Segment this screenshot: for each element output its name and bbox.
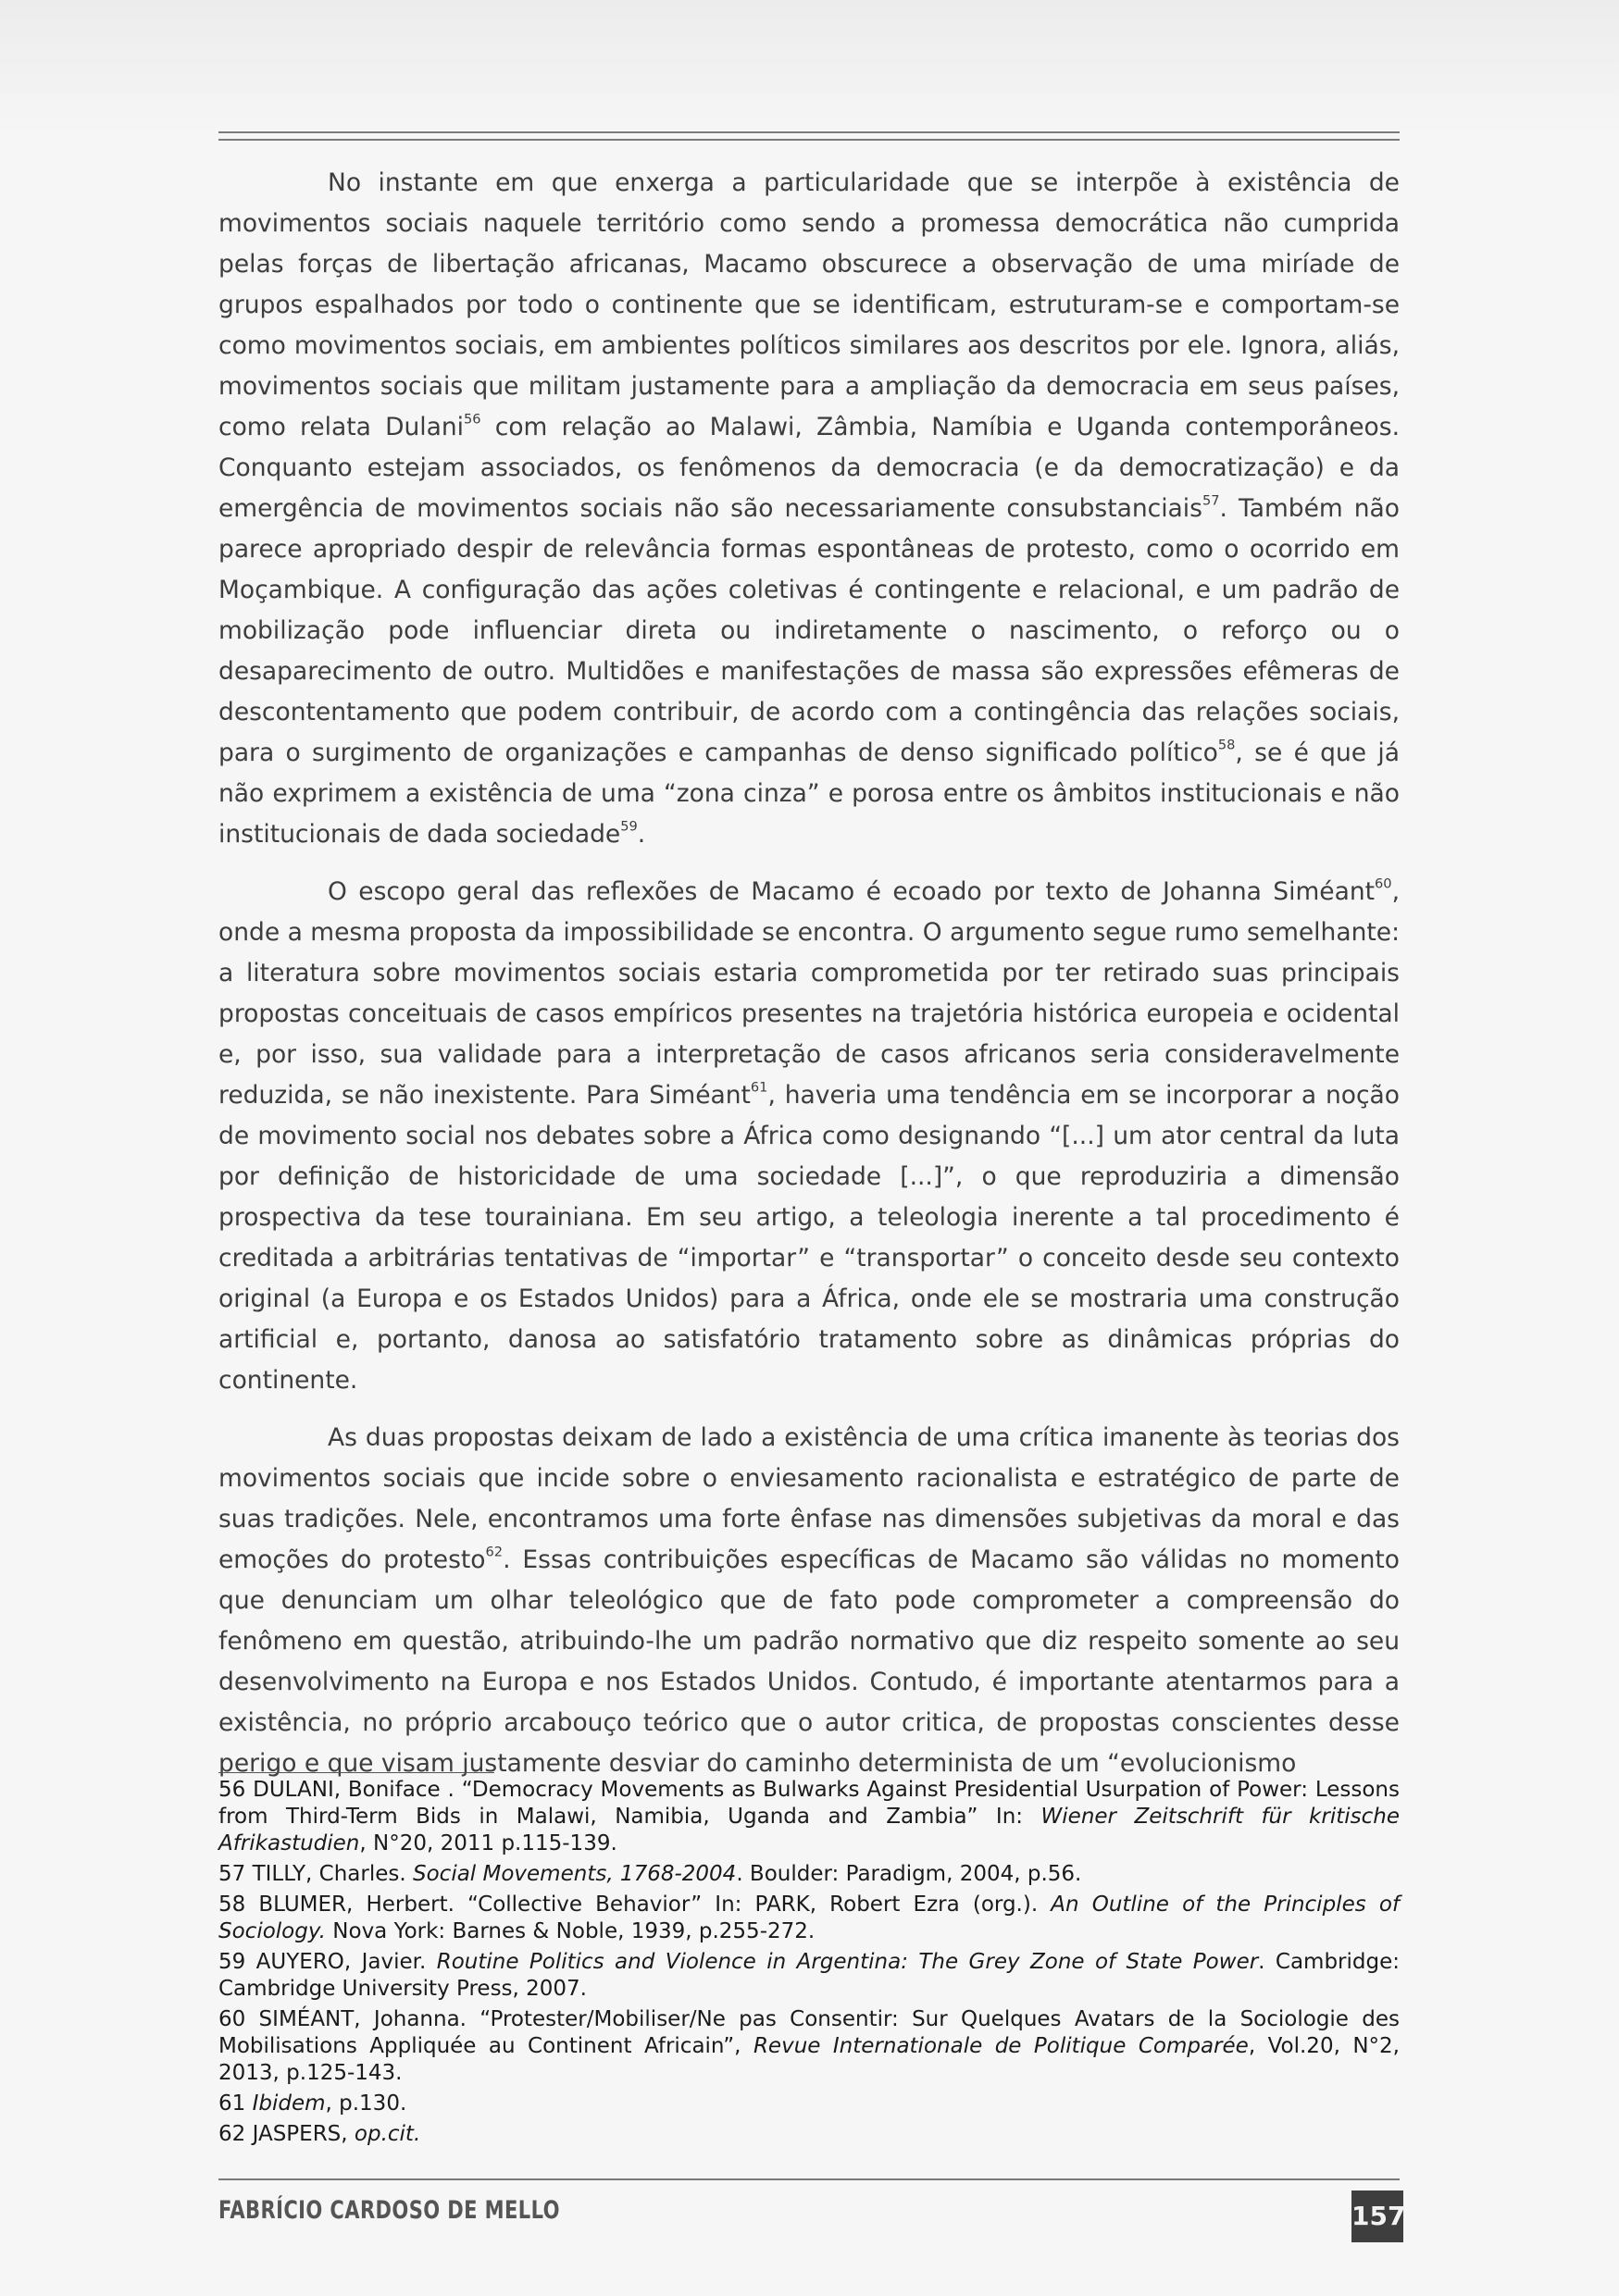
footnote-ref: 62	[485, 1544, 504, 1560]
body-text	[218, 163, 1400, 1801]
footnote: 56 DULANI, Boniface . “Democracy Movements as Bulwarks Against Presidential Usurpation of Power: Lessons from Third-Term Bids in Malawi, Namibia, Uganda and Zambia” In: Wiener Zeitschrift für kritische Afrikastudien, N°20, 2011 p.115-139.	[218, 1778, 1400, 1855]
footnote-ref: 59	[620, 818, 638, 835]
footer-author: FABRÍCIO CARDOSO DE MELLO	[218, 2196, 560, 2225]
italic-title: Revue Internationale de Politique Comparée	[753, 2034, 1249, 2058]
document-page	[218, 0, 1406, 2296]
footnotes	[218, 1777, 1400, 2152]
paragraph: No instante em que enxerga a particularidade que se interpõe à existência de movimentos sociais naquele território como sendo a promessa democrática não cumprida pelas forças de libertação africanas, Macamo obscurece a observação de uma miríade de grupos espalhados por todo o continente que se identificam, estruturam-se e comportam-se como movimentos sociais, em ambientes políticos similares aos descritos por ele. Ignora, aliás, movimentos sociais que militam justamente para a ampliação da democracia em seus países, como relata Dulani$^{56}$ com relação ao Malawi, Zâmbia, Namíbia e Uganda contemporâneos. Conquanto estejam associados, os fenômenos da democracia (e da democratização) e da emergência de movimentos sociais não são necessariamente consubstanciais$^{57}$. Também não parece apropriado despir de relevância formas espontâneas de protesto, como o ocorrido em Moçambique. A configuração das ações coletivas é contingente e relacional, e um padrão de mobilização pode influenciar direta ou indiretamente o nascimento, o reforço ou o desaparecimento de outro. Multidões e manifestações de massa são expressões efêmeras de descontentamento que podem contribuir, de acordo com a contingência das relações sociais, para o surgimento de organizações e campanhas de denso significado político$^{58}$, se é que já não exprimem a existência de uma “zona cinza” e porosa entre os âmbitos institucionais e não institucionais de dada sociedade$^{59}$.	[218, 168, 1401, 849]
footnote-ref: 61	[750, 1079, 768, 1096]
footnote: 57 TILLY, Charles. Social Movements, 1768-2004. Boulder: Paradigm, 2004, p.56.	[218, 1862, 1082, 1886]
footnote: 58 BLUMER, Herbert. “Collective Behavior” In: PARK, Robert Ezra (org.). An Outline of the Principles of Sociology. Nova York: Barnes & Noble, 1939, p.255-272.	[218, 1893, 1400, 1943]
italic-title: Routine Politics and Violence in Argentina: The Grey Zone of State Power	[436, 1950, 1259, 1974]
page-number: 157	[1351, 2191, 1403, 2242]
italic-title: op.cit.	[354, 2122, 421, 2146]
footnote: 61 Ibidem, p.130.	[218, 2091, 407, 2116]
footnote: 60 SIMÉANT, Johanna. “Protester/Mobiliser/Ne pas Consentir: Sur Quelques Avatars de la Sociologie des Mobilisations Appliquée au Continent Africain”, Revue Internationale de Politique Comparée, Vol.20, N°2, 2013, p.125-143.	[218, 2007, 1400, 2085]
italic-title: An Outline of the Principles of Sociology.	[218, 1893, 1400, 1943]
italic-title: Ibidem	[252, 2091, 326, 2116]
italic-title: Wiener Zeitschrift für kritische Afrikastudien	[218, 1805, 1400, 1855]
footnote-ref: 58	[1217, 737, 1236, 753]
paragraph: O escopo geral das reflexões de Macamo é ecoado por texto de Johanna Siméant$^{60}$, onde a mesma proposta da impossibilidade se encontra. O argumento segue rumo semelhante: a literatura sobre movimentos sociais estaria comprometida por ter retirado suas principais propostas conceituais de casos empíricos presentes na trajetória histórica europeia e ocidental e, por isso, sua validade para a interpretação de casos africanos seria consideravelmente reduzida, se não inexistente. Para Siméant$^{61}$, haveria uma tendência em se incorporar a noção de movimento social nos debates sobre a África como designando “[...] um ator central da luta por definição de historicidade de uma sociedade [...]”, o que reproduziria a dimensão prospectiva da tese tourainiana. Em seu artigo, a teleologia inerente a tal procedimento é creditada a arbitrárias tentativas de “importar” e “transportar” o conceito desde seu contexto original (a Europa e os Estados Unidos) para a África, onde ele se mostraria uma construção artificial e, portanto, danosa ao satisfatório tratamento sobre as dinâmicas próprias do continente.	[218, 875, 1400, 1395]
footnote: 62 JASPERS, op.cit.	[218, 2122, 421, 2146]
footnote-ref: 57	[1202, 492, 1220, 509]
header-double-rule	[218, 131, 1400, 141]
italic-title: Social Movements, 1768-2004	[413, 1862, 737, 1886]
footer-rule	[218, 2178, 1400, 2180]
footnote-separator	[218, 1772, 494, 1773]
footnote-ref: 56	[464, 411, 481, 428]
footnote: 59 AUYERO, Javier. Routine Politics and Violence in Argentina: The Grey Zone of State Power. Cambridge: Cambridge University Press, 2007.	[218, 1950, 1400, 2001]
paragraph: As duas propostas deixam de lado a existência de uma crítica imanente às teorias dos movimentos sociais que incide sobre o enviesamento racionalista e estratégico de parte de suas tradições. Nele, encontramos uma forte ênfase nas dimensões subjetivas da moral e das emoções do protesto$^{62}$. Essas contribuições específicas de Macamo são válidas no momento que denunciam um olhar teleológico que de fato pode comprometer a compreensão do fenômeno em questão, atribuindo-lhe um padrão normativo que diz respeito somente ao seu desenvolvimento na Europa e nos Estados Unidos. Contudo, é importante atentarmos para a existência, no próprio arcabouço teórico que o autor critica, de propostas conscientes desse perigo e que visam justamente desviar do caminho determinista de um “evolucionismo	[218, 1423, 1400, 1778]
footnote-ref: 60	[1375, 875, 1392, 892]
